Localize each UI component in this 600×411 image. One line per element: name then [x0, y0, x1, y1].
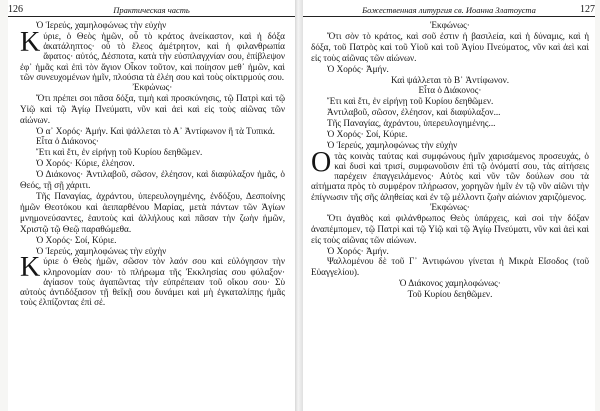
paragraph: Ἔτι καὶ ἔτι, ἐν εἰρήνῃ τοῦ Κυρίου δεηθῶμεν.: [36, 147, 203, 158]
running-title: Практическая часть: [113, 5, 190, 15]
right-page-body: [311, 20, 589, 300]
ekphonesis-heading: Ἐκφώνως·: [430, 20, 470, 30]
book-gutter: [295, 0, 303, 411]
running-title: Божественная литургия св. Иоанна Златоуста: [362, 5, 536, 15]
drop-cap: Ο: [311, 146, 332, 178]
paragraph: Ὁ Διάκονος· Ἀντιλαβοῦ, σῶσον, ἐλέησον, καὶ διαφύλαξον ἡμᾶς, ὁ Θεός, τῇ σῇ χάριτι.: [20, 169, 285, 191]
drop-cap: Κ: [20, 252, 41, 284]
rubric: Εἶτα ὁ Διάκονος·: [418, 85, 482, 96]
paragraph: Ἀντιλαβοῦ, σῶσον, ἐλέησον, καὶ διαφύλαξον...: [327, 107, 501, 118]
drop-cap: Κ: [20, 26, 41, 58]
page-number: 126: [8, 4, 23, 15]
paragraph: Ὁ α᾿ Χορός· Ἀμήν. Καὶ ψάλλεται τὸ Α᾿ Ἀντίφωνον ἢ τὰ Τυπικά.: [36, 125, 275, 136]
rubric: Ὁ Διάκονος χαμηλοφώνως·: [399, 278, 501, 289]
response: Ὁ Χορός· Ἀμήν.: [327, 63, 389, 74]
prayer-paragraph: [20, 26, 285, 82]
response: Ὁ Χορός· Σοί, Κύριε.: [36, 234, 117, 245]
rubric: Εἶτα ὁ Διάκονος·: [36, 136, 99, 147]
right-page: [303, 0, 595, 411]
left-page: [8, 0, 295, 411]
response: Ὁ Χορός· Σοί, Κύριε.: [327, 129, 408, 140]
paragraph: Ὅτι σὸν τὸ κράτος, καὶ σοῦ ἐστιν ἡ βασιλεία, καὶ ἡ δύναμις, καὶ ἡ δόξα, τοῦ Πατρὸς καὶ τοῦ Υἱοῦ καὶ τοῦ Ἁγίου Πνεύματος, νῦν καὶ ἀεὶ καὶ εἰς τοὺς αἰῶνας τῶν αἰώνων.: [311, 30, 589, 63]
response: Ὁ Χορός· Ἀμήν.: [327, 245, 389, 256]
prayer-paragraph: [20, 252, 285, 308]
rubric: Ὁ Ἱερεύς, χαμηλοφώνως τὴν εὐχὴν: [36, 20, 167, 30]
ekphonesis-heading: Ἐκφώνως·: [132, 81, 173, 92]
page-number: 127: [580, 4, 595, 15]
rubric: Ψαλλομένου δὲ τοῦ Γ᾿ Ἀντιφώνου γίνεται ἡ Μικρὰ Εἴσοδος (τοῦ Εὐαγγελίου).: [311, 256, 589, 278]
response: Ὁ Χορός· Κύριε, ἐλέησον.: [36, 158, 135, 169]
prayer-paragraph: [311, 146, 589, 202]
paragraph-text: ύριε, ὁ Θεὸς ἡμῶν, οὗ τὸ κράτος ἀνείκαστον, καὶ ἡ δόξα ἀκατάληπτος· οὗ τὸ ἔλεος ἀμέτρητον, καὶ ἡ φιλανθρωπία ἄφατος· αὐτός, Δέσποτα, κατὰ τὴν εὐσπλαγχνίαν σου, ἐπίβλεψον ἐφ᾿ ἡμᾶς καὶ ἐπὶ τὸν ἅγιον Οἶκον τοῦτον, καὶ ποίησον μεθ᾿ ἡμῶν, καὶ τῶν συνευχομένων ἡμῖν, πλούσια τὰ ἐλέη σου καὶ τοὺς οἰκτιρμούς σου.: [20, 30, 285, 82]
header-rule: [303, 16, 595, 17]
rubric: Καὶ ψάλλεται τὸ Β᾿ Ἀντίφωνον.: [390, 74, 510, 85]
paragraph: Τῆς Παναγίας, ἀχράντου, ὑπερευλογημένης...: [327, 118, 496, 129]
paragraph: Τῆς Παναγίας, ἀχράντου, ὑπερευλογημένης, ἐνδόξου, Δεσποίνης ἡμῶν Θεοτόκου καὶ ἀειπαρθένου Μαρίας, μετὰ πάντων τῶν Ἁγίων μνημονεύσαντες, ἑαυτοὺς καὶ ἀλλήλους καὶ πᾶσαν τὴν ζωὴν ἡμῶν, Χριστῷ τῷ Θεῷ παραθώμεθα.: [20, 190, 285, 234]
paragraph: Ὅτι πρέπει σοι πᾶσα δόξα, τιμὴ καὶ προσκύνησις, τῷ Πατρὶ καὶ τῷ Υἱῷ καὶ τῷ Ἁγίῳ Πνεύματι, νῦν καὶ ἀεὶ καὶ εἰς τοὺς αἰῶνας τῶν αἰώνων.: [20, 92, 285, 125]
paragraph-text: ύριε ὁ Θεὸς ἡμῶν, σῶσον τὸν λαόν σου καὶ εὐλόγησον τὴν κληρονομίαν σου· τὸ πλήρωμα τῆς Ἐκκλησίας σου φύλαξον· ἁγίασον τοὺς ἀγαπῶντας τὴν εὐπρέπειαν τοῦ οἴκου σου· Σὺ αὐτοὺς ἀντιδόξασον τῇ θεϊκῇ σου δυνάμει καὶ μὴ ἐγκαταλίπῃς ἡμᾶς τοὺς ἐλπίζοντας ἐπὶ σέ.: [20, 256, 285, 308]
paragraph: Τοῦ Κυρίου δεηθῶμεν.: [407, 289, 493, 300]
paragraph-text: τὰς κοινὰς ταύτας καὶ συμφώνους ἡμῖν χαρισάμενος προσευχάς, ὁ καὶ δυσὶ καὶ τρισί, συμφωνοῦσιν ἐπὶ τῷ ὀνόματί σου, τὰς αἰτήσεις παρέχειν ἐπαγγειλάμενος· Αὐτὸς καὶ νῦν τῶν δούλων σου τὰ αἰτήματα πρὸς τὸ συμφέρον πλήρωσον, χορηγῶν ἡμῖν ἐν τῷ νῦν αἰῶνι τὴν ἐπίγνωσιν τῆς σῆς ἀληθείας καὶ ἐν τῷ μέλλοντι ζωὴν αἰώνιον χαριζόμενος.: [311, 150, 589, 202]
paragraph: Ὅτι ἀγαθὸς καὶ φιλάνθρωπος Θεὸς ὑπάρχεις, καὶ σοὶ τὴν δόξαν ἀναπέμπομεν, τῷ Πατρὶ καὶ τῷ Υἱῷ καὶ τῷ Ἁγίῳ Πνεύματι, νῦν καὶ ἀεὶ καὶ εἰς τοὺς αἰῶνας τῶν αἰώνων.: [311, 212, 589, 245]
rubric: Ὁ Ἱερεύς, χαμηλοφώνως τὴν εὐχὴν: [36, 245, 167, 256]
header-rule: [8, 16, 295, 17]
ekphonesis-heading: Ἐκφώνως·: [430, 201, 470, 212]
rubric: Ὁ Ἱερεύς, χαμηλοφώνως τὴν εὐχὴν: [327, 139, 458, 150]
paragraph: Ἔτι καὶ ἔτι, ἐν εἰρήνῃ τοῦ Κυρίου δεηθῶμεν.: [327, 96, 494, 107]
right-page-header: [303, 4, 595, 16]
left-page-header: [8, 4, 295, 16]
left-page-body: [20, 20, 285, 307]
